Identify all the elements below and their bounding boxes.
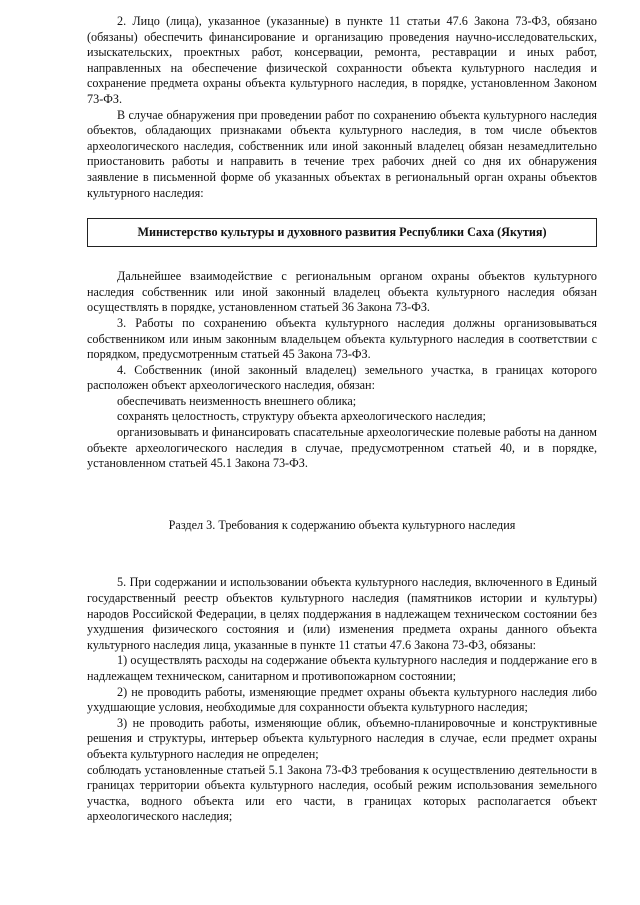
paragraph-5-item-3: 3) не проводить работы, изменяющие облик, объемно-планировочные и конструктивные решения и структуры, интерьер объекта культурного наследия в случае, если предмет охраны объекта культурного наследия не определен; (87, 715, 597, 761)
paragraph-5-item-1: 1) осуществлять расходы на содержание объекта культурного наследия и поддержание его в надлежащем техническом, санитарном и противопожарном состоянии; (87, 653, 597, 683)
regional-authority-box (87, 218, 597, 247)
paragraph-5-item-2: 2) не проводить работы, изменяющие предмет охраны объекта культурного наследия либо ухудшающие условия, необходимые для сохранности объекта культурного наследия; (87, 684, 597, 715)
paragraph-4-item-2: сохранять целостность, структуру объекта археологического наследия; (117, 409, 486, 424)
paragraph-5: 5. При содержании и использовании объекта культурного наследия, включенного в Единый государственный реестр объектов культурного наследия (памятников истории и культуры) народов Российской Федерации, в целях поддержания в надлежащем техническом состоянии без ухудшения физического состояния и (или) изменения предмета охраны данного объекта культурного наследия лица, указанные в пункте 11 статьи 47.6 Закона 73-ФЗ, обязаны: (87, 575, 597, 652)
paragraph-discovery: В случае обнаружения при проведении работ по сохранению объекта культурного наследия объектов, обладающих признаками объекта культурного наследия, в том числе объектов археологического наследия, собственник или иной законный владелец обязан незамедлительно приостановить работы и направить в течение трех рабочих дней со дня их обнаружения заявление в письменной форме об указанных объектах в региональный орган охраны объектов культурного наследия: (87, 107, 597, 200)
regional-authority-name: Министерство культуры и духовного развития Республики Саха (Якутия) (137, 224, 547, 239)
paragraph-interaction: Дальнейшее взаимодействие с региональным органом охраны объектов культурного наследия собственник или иной законный владелец объекта культурного наследия обязан осуществлять в порядке, установленном статьей 36 Закона 73-ФЗ. (87, 269, 597, 315)
section-title: Раздел 3. Требования к содержанию объекта культурного наследия (168, 517, 516, 532)
paragraph-2: 2. Лицо (лица), указанное (указанные) в пункте 11 статьи 47.6 Закона 73-ФЗ, обязано (обязаны) обеспечить финансирование и организацию проведения научно-исследовательских, изыскательских, проектных работ, консервации, ремонта, реставрации и иных работ, направленных на обеспечение физической сохранности объекта культурного наследия и сохранение предмета охраны объекта культурного наследия, в порядке, установленном Законом 73-ФЗ. (87, 14, 597, 106)
paragraph-4: 4. Собственник (иной законный владелец) земельного участка, в границах которого расположен объект археологического наследия, обязан: (87, 362, 597, 393)
paragraph-5-item-4: соблюдать установленные статьей 5.1 Закона 73-ФЗ требования к осуществлению деятельности в границах территории объекта культурного наследия, особый режим использования земельного участка, водного объекта или его части, в границах которых располагается объект археологического наследия; (87, 762, 597, 824)
paragraph-4-item-1: обеспечивать неизменность внешнего облика; (117, 393, 357, 408)
paragraph-3: 3. Работы по сохранению объекта культурного наследия должны организовываться собственником или иным законным владельцем объекта культурного наследия в соответствии с порядком, предусмотренным статьей 45 Закона 73-ФЗ. (87, 315, 597, 362)
paragraph-4-item-3: организовывать и финансировать спасательные археологические полевые работы на данном объекте археологического наследия в случае, предусмотренном статьей 40, и в порядке, установленном статьей 45.1 Закона 73-ФЗ. (87, 425, 597, 471)
